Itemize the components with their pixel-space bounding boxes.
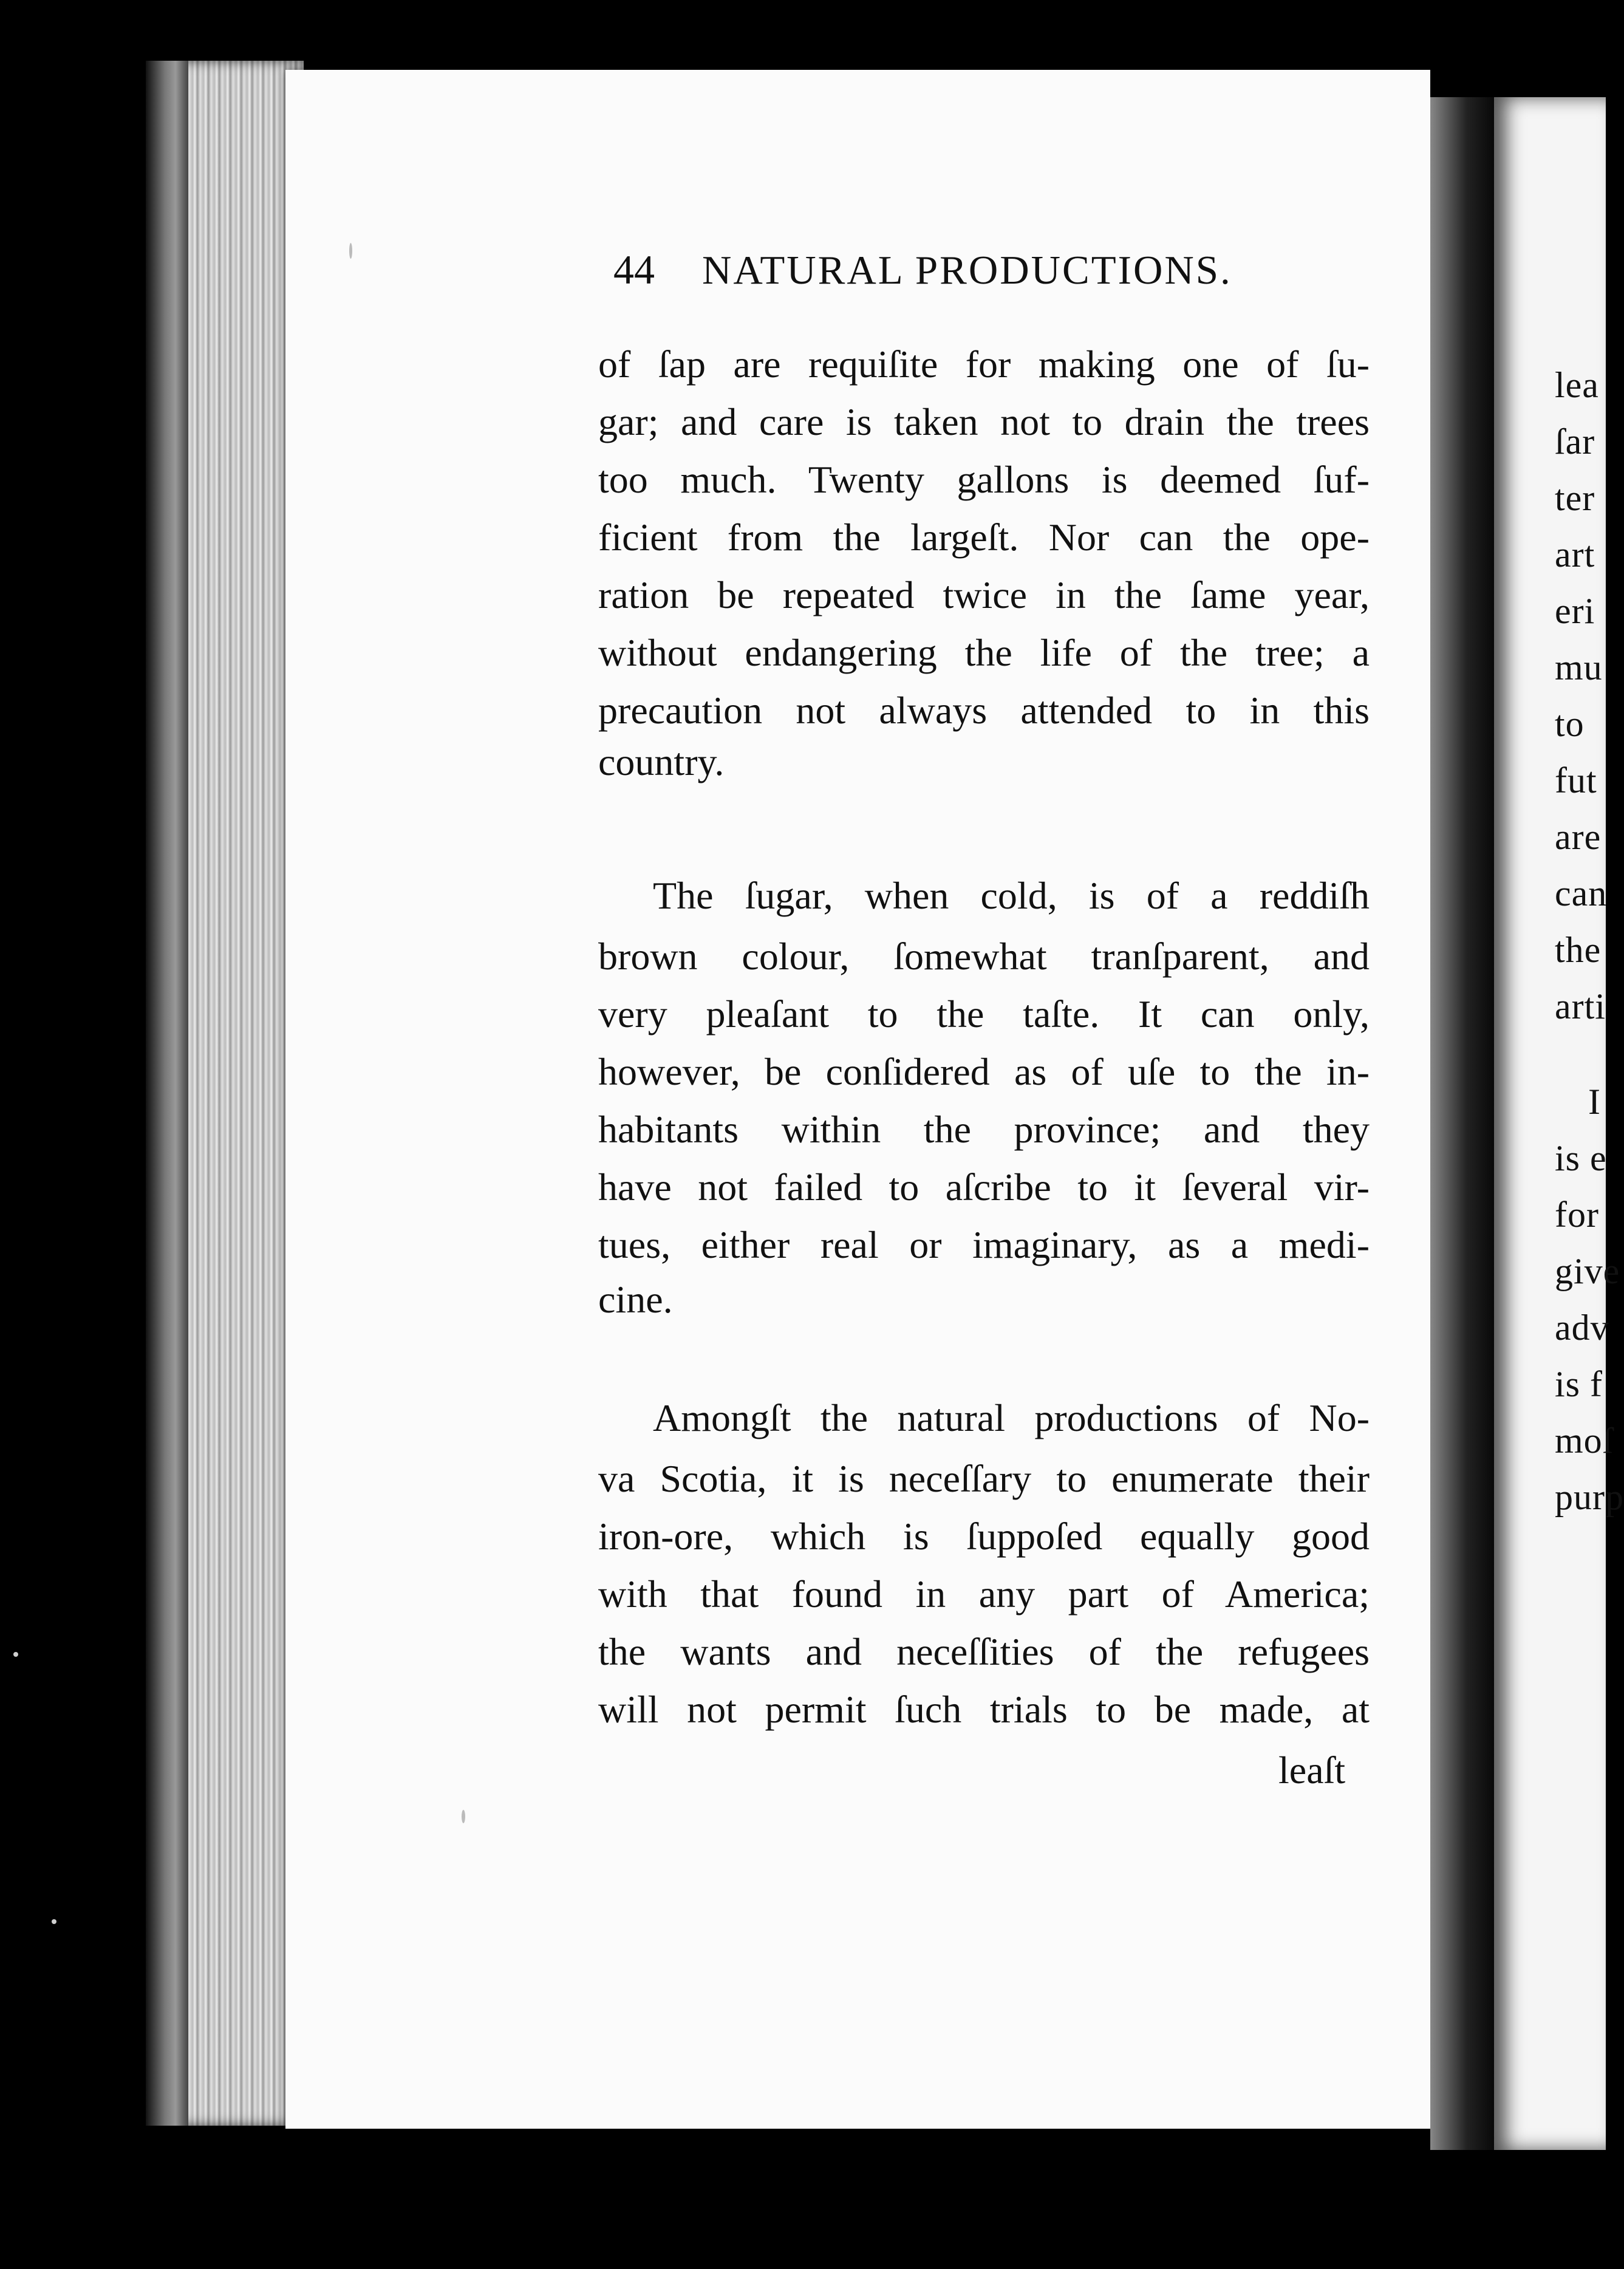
facing-page (1494, 97, 1624, 2150)
text-line: will not permit ſuch trials to be made, at (598, 1688, 1370, 1731)
facing-line: lea (1555, 365, 1599, 405)
facing-line: are (1555, 817, 1602, 857)
page-number: 44 (613, 247, 655, 293)
text-line: without endangering the life of the tree; a (598, 631, 1370, 674)
text-line: with that found in any part of America; (598, 1572, 1370, 1616)
book-spine-edge (146, 61, 188, 2126)
text-line: cine. (598, 1278, 673, 1321)
facing-line: the (1555, 930, 1602, 970)
page-header (613, 246, 1330, 307)
text-line: va Scotia, it is neceſſary to enumerate their (598, 1457, 1370, 1500)
text-line: too much. Twenty gallons is deemed ſuf- (598, 458, 1370, 501)
facing-line: arti (1555, 986, 1606, 1026)
text-line: however, be conſidered as of uſe to the in- (598, 1050, 1370, 1093)
facing-line: to (1555, 704, 1585, 744)
text-line: precaution not always attended to in this (598, 689, 1370, 732)
text-line: iron-ore, which is ſuppoſed equally good (598, 1515, 1370, 1558)
facing-line: eri (1555, 591, 1595, 631)
text-line: the wants and neceſſities of the refugees (598, 1630, 1370, 1673)
text-line: of ſap are requiſite for making one of ſu- (598, 343, 1370, 386)
scan-speck (52, 1919, 56, 1924)
gutter-shadow (1430, 97, 1503, 2150)
facing-line: can (1555, 873, 1608, 913)
text-line: tues, either real or imaginary, as a medi- (598, 1223, 1370, 1266)
text-line: country. (598, 740, 725, 783)
text-line: The ſugar, when cold, is of a reddiſh (653, 874, 1370, 917)
facing-line: is e (1555, 1138, 1607, 1178)
text-line: Amongſt the natural productions of No- (653, 1396, 1370, 1439)
facing-line: ter (1555, 478, 1595, 518)
facing-line: give (1555, 1251, 1620, 1291)
text-line: very pleaſant to the taſte. It can only, (598, 992, 1370, 1036)
text-line: ration be repeated twice in the ſame year, (598, 573, 1370, 616)
text-line: brown colour, ſomewhat tranſparent, and (598, 935, 1370, 978)
text-line: habitants within the province; and they (598, 1108, 1370, 1151)
running-title: NATURAL PRODUCTIONS. (702, 248, 1232, 293)
facing-line: for (1555, 1195, 1599, 1235)
facing-line: moſ (1555, 1421, 1614, 1461)
facing-line: adv (1555, 1308, 1609, 1348)
facing-line: I (1588, 1082, 1601, 1122)
facing-line: fut (1555, 760, 1597, 800)
text-line: ficient from the largeſt. Nor can the ope- (598, 516, 1370, 559)
text-line: gar; and care is taken not to drain the trees (598, 400, 1370, 443)
facing-line: ſar (1555, 421, 1595, 462)
scan-speck (13, 1652, 18, 1657)
scan-speck (462, 1810, 465, 1823)
text-line: have not failed to aſcribe to it ſeveral vir- (598, 1165, 1370, 1209)
facing-line: art (1555, 534, 1595, 575)
facing-line: is f (1555, 1364, 1603, 1404)
facing-line: purp (1555, 1477, 1624, 1517)
facing-line: mu (1555, 647, 1603, 688)
catchword: leaſt (1278, 1749, 1346, 1792)
scan-speck (349, 243, 352, 259)
